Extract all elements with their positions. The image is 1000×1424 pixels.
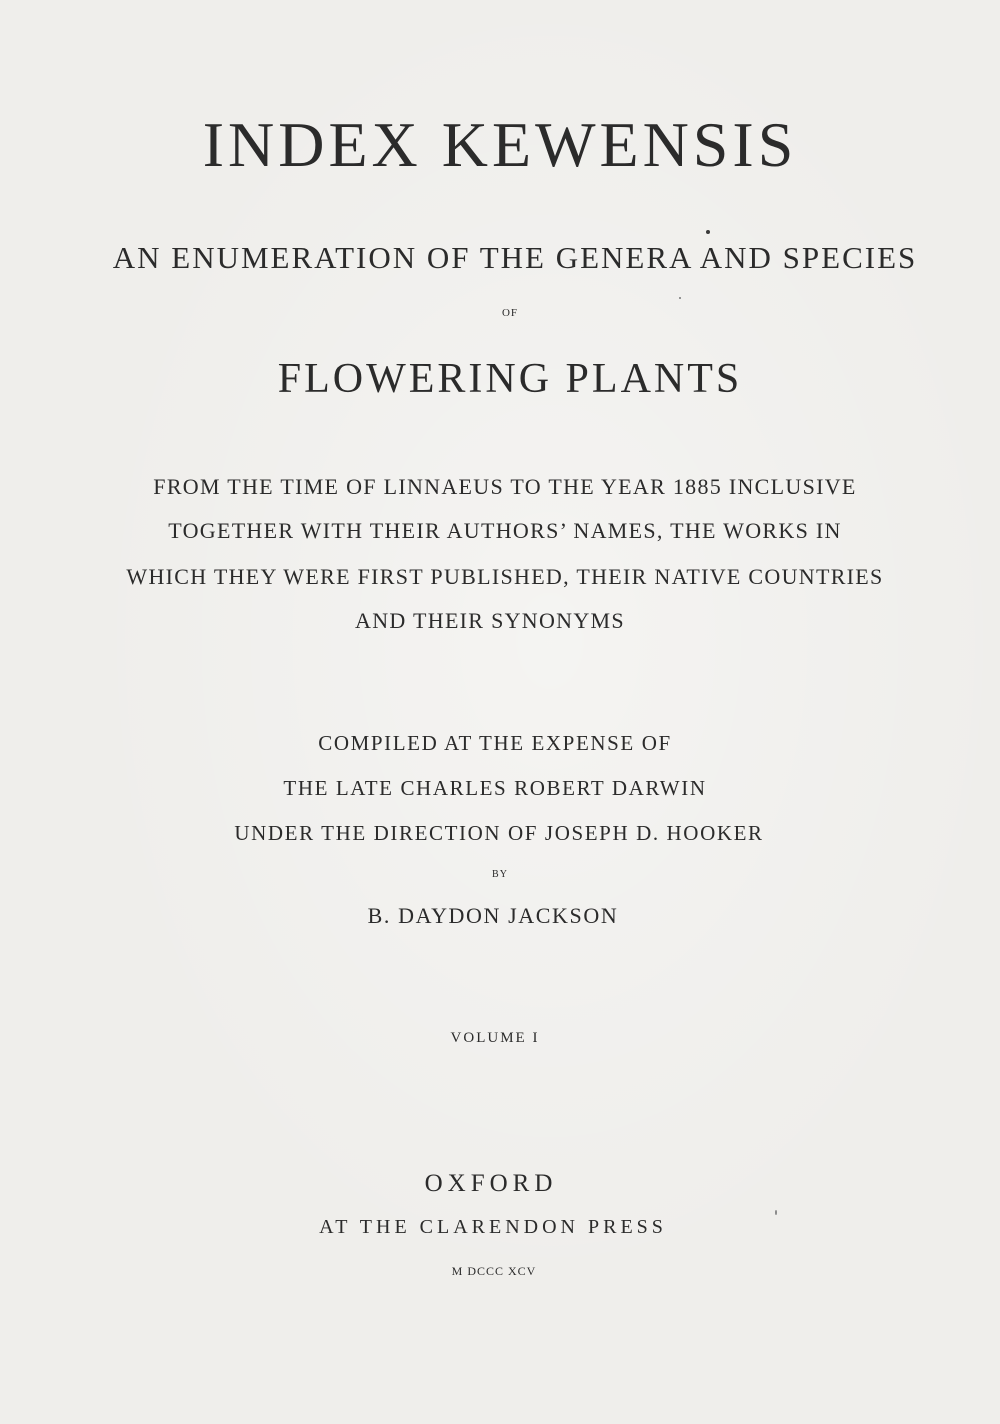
description-line: AND THEIR SYNONYMS	[355, 608, 625, 633]
ink-speck	[679, 297, 681, 299]
ink-speck	[706, 230, 710, 234]
description-line: TOGETHER WITH THEIR AUTHORS’ NAMES, THE WORKS IN	[168, 518, 842, 543]
publication-place: OXFORD	[424, 1170, 558, 1197]
book-subtitle: AN ENUMERATION OF THE GENERA AND SPECIES	[112, 240, 918, 275]
description-line: WHICH THEY WERE FIRST PUBLISHED, THEIR NATIVE COUNTRIES	[126, 564, 884, 589]
connector-of: OF	[501, 307, 519, 319]
ink-speck	[775, 1210, 777, 1215]
description-line: FROM THE TIME OF LINNAEUS TO THE YEAR 1885 INCLUSIVE	[153, 474, 857, 499]
volume-label: VOLUME I	[450, 1030, 540, 1046]
book-title: INDEX KEWENSIS	[202, 109, 798, 180]
publication-date: M DCCC XCV	[451, 1264, 537, 1278]
compilation-line: COMPILED AT THE EXPENSE OF	[318, 731, 672, 755]
compilation-line: UNDER THE DIRECTION OF JOSEPH D. HOOKER	[234, 821, 764, 845]
publisher: AT THE CLARENDON PRESS	[319, 1216, 667, 1238]
author-name: B. DAYDON JACKSON	[367, 903, 619, 928]
compilation-line: THE LATE CHARLES ROBERT DARWIN	[283, 776, 707, 800]
book-heading: FLOWERING PLANTS	[277, 356, 743, 402]
by-label: BY	[492, 869, 508, 880]
